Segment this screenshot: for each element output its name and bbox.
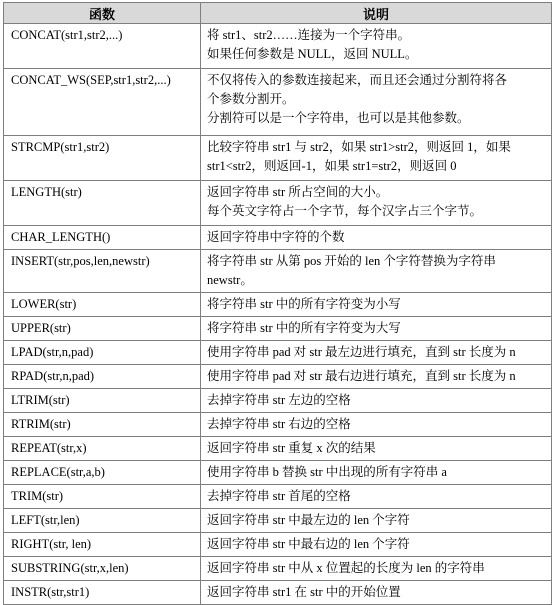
function-cell <box>4 250 201 293</box>
function-name: REPLACE(str,a,b) <box>11 465 105 479</box>
description-cell <box>201 250 552 293</box>
string-functions-document <box>3 2 551 605</box>
description-cell <box>201 69 552 136</box>
description-cell <box>201 317 552 341</box>
table-body <box>4 24 552 605</box>
function-name: RIGHT(str, len) <box>11 537 92 551</box>
function-name: SUBSTRING(str,x,len) <box>11 561 129 575</box>
function-name: STRCMP(str1,str2) <box>11 140 110 154</box>
description-cell <box>201 136 552 181</box>
description-line: 返回字符串 str 中从 x 位置起的长度为 len 的字符串 <box>207 561 485 575</box>
description-cell <box>201 437 552 461</box>
description-line: str1<str2，则返回-1，如果 str1=str2，则返回 0 <box>207 159 457 173</box>
function-cell <box>4 485 201 509</box>
table-row <box>4 250 552 293</box>
function-cell <box>4 226 201 250</box>
function-name: UPPER(str) <box>11 321 71 335</box>
function-name: LENGTH(str) <box>11 185 82 199</box>
function-cell <box>4 317 201 341</box>
function-name: RTRIM(str) <box>11 417 71 431</box>
description-line: 比较字符串 str1 与 str2，如果 str1>str2，则返回 1，如果 <box>207 140 511 154</box>
function-name: TRIM(str) <box>11 489 64 503</box>
table-row <box>4 226 552 250</box>
header-function: 函数 <box>4 3 201 24</box>
table-row <box>4 341 552 365</box>
description-cell <box>201 226 552 250</box>
function-cell <box>4 293 201 317</box>
table-row <box>4 181 552 226</box>
function-name: LEFT(str,len) <box>11 513 80 527</box>
table-row <box>4 485 552 509</box>
string-functions-table <box>3 2 552 605</box>
description-line: 去掉字符串 str 首尾的空格 <box>207 489 351 503</box>
function-name: INSTR(str,str1) <box>11 585 90 599</box>
header-description: 说明 <box>201 3 552 24</box>
description-cell <box>201 413 552 437</box>
description-line: newstr。 <box>207 273 253 287</box>
description-cell <box>201 389 552 413</box>
function-name: CONCAT(str1,str2,...) <box>11 28 123 42</box>
function-cell <box>4 389 201 413</box>
table-row <box>4 69 552 136</box>
table-row <box>4 365 552 389</box>
function-name: RPAD(str,n,pad) <box>11 369 95 383</box>
description-line: 分割符可以是一个字符串，也可以是其他参数。 <box>207 111 470 125</box>
description-line: 将字符串 str 中的所有字符变为小写 <box>207 297 401 311</box>
description-line: 返回字符串 str 重复 x 次的结果 <box>207 441 376 455</box>
function-cell <box>4 136 201 181</box>
function-cell <box>4 533 201 557</box>
description-line: 个参数分割开。 <box>207 92 295 106</box>
description-line: 将字符串 str 从第 pos 开始的 len 个字符替换为字符串 <box>207 254 496 268</box>
function-cell <box>4 581 201 605</box>
description-cell <box>201 293 552 317</box>
description-line: 使用字符串 pad 对 str 最右边进行填充，直到 str 长度为 n <box>207 369 516 383</box>
function-cell <box>4 181 201 226</box>
table-header-row <box>4 3 552 24</box>
description-line: 使用字符串 pad 对 str 最左边进行填充，直到 str 长度为 n <box>207 345 516 359</box>
description-line: 将 str1、str2……连接为一个字符串。 <box>207 28 411 42</box>
description-cell <box>201 365 552 389</box>
table-row <box>4 437 552 461</box>
function-cell <box>4 461 201 485</box>
function-cell <box>4 413 201 437</box>
function-name: CHAR_LENGTH() <box>11 230 111 244</box>
table-row <box>4 461 552 485</box>
description-cell <box>201 533 552 557</box>
description-line: 不仅将传入的参数连接起来，而且还会通过分割符将各 <box>207 73 508 87</box>
description-cell <box>201 24 552 69</box>
description-line: 如果任何参数是 NULL，返回 NULL。 <box>207 47 418 61</box>
function-name: LOWER(str) <box>11 297 77 311</box>
function-cell <box>4 341 201 365</box>
table-row <box>4 509 552 533</box>
function-cell <box>4 557 201 581</box>
description-line: 去掉字符串 str 左边的空格 <box>207 393 351 407</box>
description-line: 返回字符串 str 中最左边的 len 个字符 <box>207 513 410 527</box>
function-cell <box>4 69 201 136</box>
function-name: LTRIM(str) <box>11 393 70 407</box>
description-line: 每个英文字符占一个字节，每个汉字占三个字节。 <box>207 204 483 218</box>
function-cell <box>4 437 201 461</box>
description-cell <box>201 461 552 485</box>
table-row <box>4 317 552 341</box>
description-cell <box>201 509 552 533</box>
description-line: 返回字符串 str 中最右边的 len 个字符 <box>207 537 410 551</box>
description-line: 将字符串 str 中的所有字符变为大写 <box>207 321 401 335</box>
function-name: REPEAT(str,x) <box>11 441 87 455</box>
description-line: 返回字符串 str1 在 str 中的开始位置 <box>207 585 401 599</box>
table-row <box>4 581 552 605</box>
description-cell <box>201 485 552 509</box>
description-cell <box>201 341 552 365</box>
function-name: INSERT(str,pos,len,newstr) <box>11 254 150 268</box>
table-row <box>4 557 552 581</box>
table-row <box>4 389 552 413</box>
description-line: 返回字符串 str 所占空间的大小。 <box>207 185 389 199</box>
table-row <box>4 413 552 437</box>
function-name: CONCAT_WS(SEP,str1,str2,...) <box>11 73 171 87</box>
description-cell <box>201 181 552 226</box>
description-cell <box>201 581 552 605</box>
table-row <box>4 293 552 317</box>
function-cell <box>4 365 201 389</box>
description-line: 使用字符串 b 替换 str 中出现的所有字符串 a <box>207 465 447 479</box>
function-cell <box>4 509 201 533</box>
table-row <box>4 533 552 557</box>
function-name: LPAD(str,n,pad) <box>11 345 94 359</box>
description-cell <box>201 557 552 581</box>
table-row <box>4 24 552 69</box>
description-line: 返回字符串中字符的个数 <box>207 230 345 244</box>
function-cell <box>4 24 201 69</box>
table-row <box>4 136 552 181</box>
description-line: 去掉字符串 str 右边的空格 <box>207 417 351 431</box>
